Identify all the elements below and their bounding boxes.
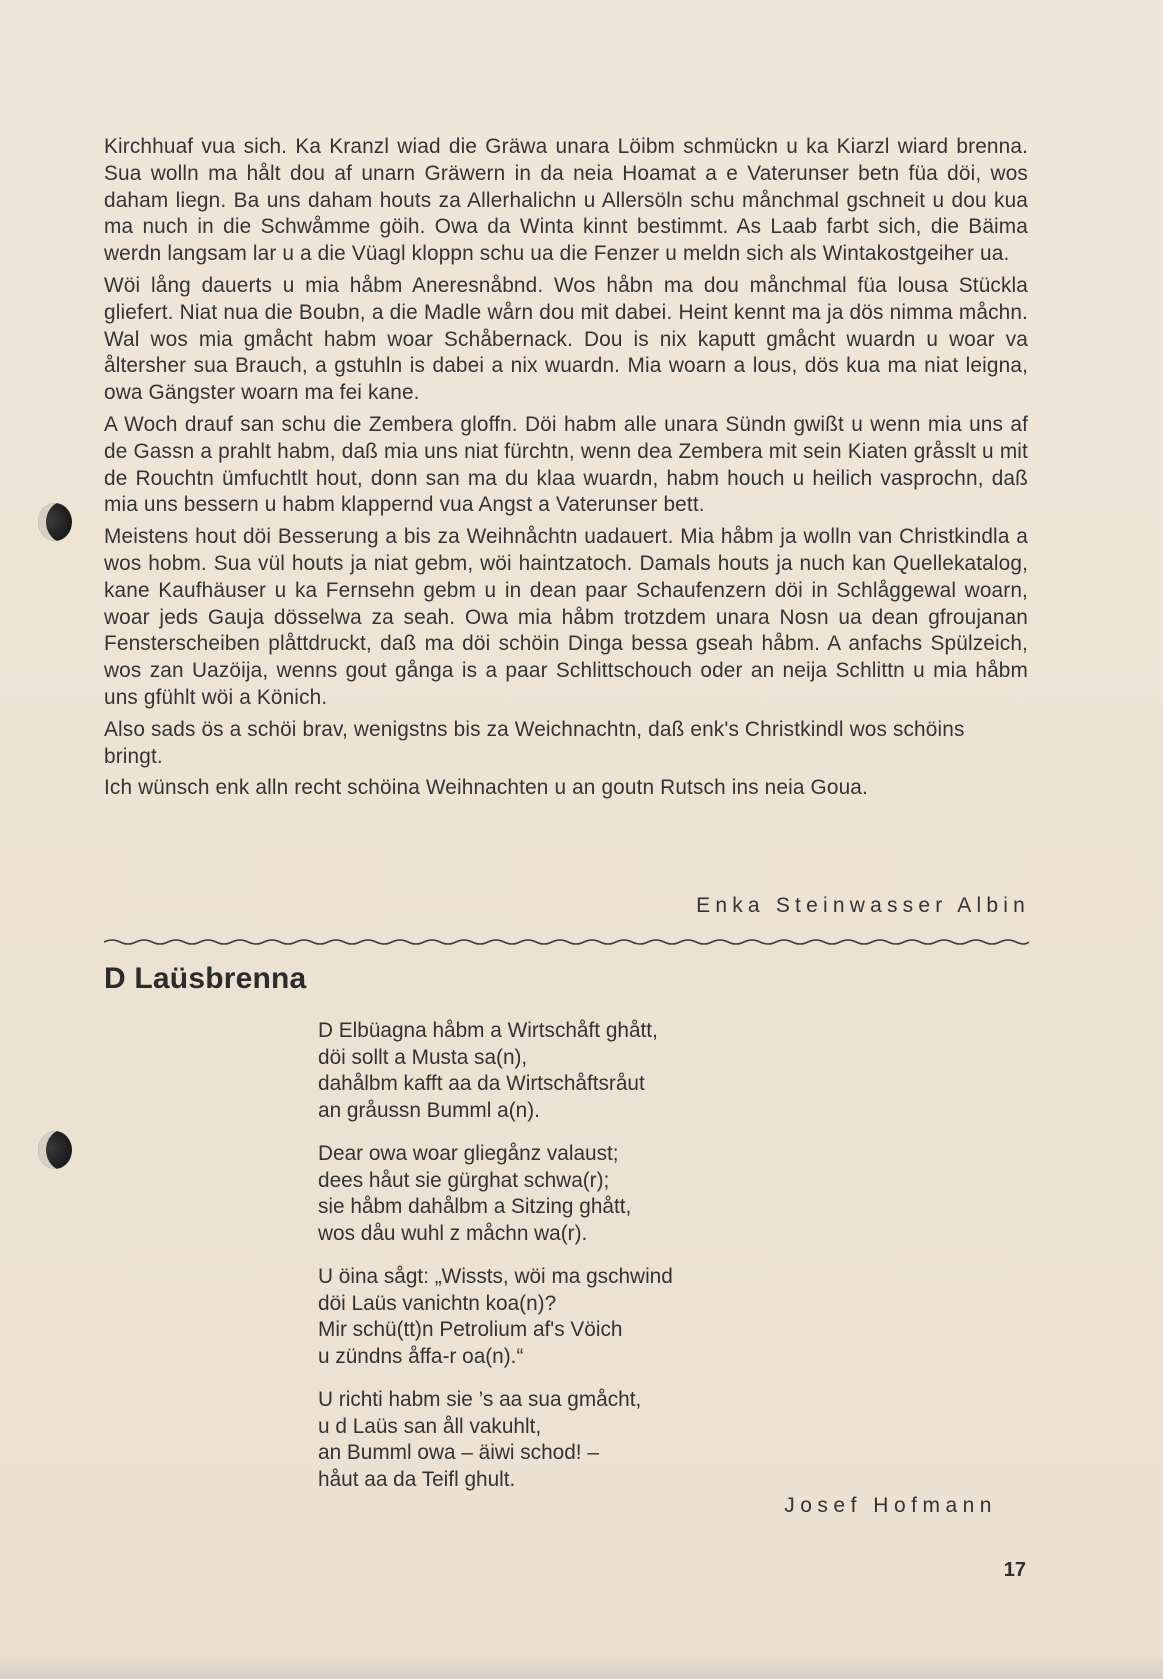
poem-line: an Bumml owa – äiwi schod! – xyxy=(318,1441,599,1464)
prose-paragraph: Also sads ös a schöi brav, wenigstns bis za Weichnachtn, daß enk's Christkindl wos schöins bringt. xyxy=(104,717,965,768)
poem-line: håut aa da Teifl ghult. xyxy=(318,1467,516,1491)
page-number: 17 xyxy=(1003,1559,1026,1581)
prose-paragraph: A Woch drauf san schu die Zembera gloffn. Döi habm alle unara Sündn gwißt u wenn mia uns af de Gassn a prahlt habm, daß mia uns niat fürchtn, wenn dea Zembera mit sein Kiaten gråsslt u mit de Rouchtn ümfuchtlt hout, donn san ma du klaa wuardn, habm houch u heilich vasprochn, daß mia uns bessern u habm klappernd vua Angst a Vaterunser bett. xyxy=(104,412,1028,517)
wavy-divider xyxy=(104,937,1029,947)
poem-stanza xyxy=(318,1141,878,1247)
prose-paragraph: Wöi lång dauerts u mia håbm Aneresnåbnd. Wos håbn ma dou månchmal füa lousa Stückla gliefert. Niat nua die Boubn, a die Madle wårn dou mit dabei. Heint kennt ma ja dös nimma måchn. Wal wos mia gmåcht habm woar Schåbernack. Dou is nix kaputt gmåcht wuardn u woar va åltersher sua Brauch, a gstuhln is dabei a nix wuardn. Mia woarn a lous, dös kua ma niat leigna, owa Gängster woarn ma fei kane. xyxy=(104,273,1028,405)
poem-line: U öina sågt: „Wissts, wöi ma gschwind xyxy=(318,1265,673,1288)
poem-line: wos dåu wuhl z måchn wa(r). xyxy=(318,1221,588,1245)
poem-line: döi sollt a Musta sa(n), xyxy=(318,1045,528,1069)
poem-line: U richti habm sie ’s aa sua gmåcht, xyxy=(318,1388,642,1411)
prose-paragraph: Meistens hout döi Besserung a bis za Weihnåchtn uadauert. Mia håbm ja wolln van Christkindla a wos hobm. Sua vül houts ja niat gebm, wöi haintzatoch. Damals houts ja nuch kan Quellekatalog, kane Kaufhäuser u ka Fernsehn gebm u in dean paar Schaufenzern döi in Schlåggewal woarn, woar jeds Gauja dösselwa za seah. Owa mia håbm trotzdem unara Nosn ua dean gfroujanan Fensterscheiben plåttdruckt, daß ma döi schöin Dinga bessa gseah håbm. A anfachs Spülzeich, wos zan Uazöija, wenns gout gånga is a paar Schlittschouch oder an neija Schlittn u mia håbm uns gfühlt wöi a Könich. xyxy=(104,525,1028,709)
prose-body xyxy=(104,134,1028,807)
poem-stanza xyxy=(318,1264,878,1370)
section-title: D Laüsbrenna xyxy=(104,962,307,995)
poem-line: dees håut sie gürghat schwa(r); xyxy=(318,1168,610,1192)
poem-line: u d Laüs san åll vakuhlt, xyxy=(318,1414,542,1438)
prose-paragraph: Kirchhuaf vua sich. Ka Kranzl wiad die Gräwa unara Löibm schmückn u ka Kiarzl wiard brenna. Sua wolln ma hålt dou af unarn Gräwern in da neia Hoamat a e Vaterunser betn füa döi, wos daham liegn. Ba uns daham houts za Allerhalichn u Allersöln schu månchmal gschneit u dou kua ma nuch in die Schwåmme göih. Owa da Winta kinnt bestimmt. As Laab farbt sich, die Bäima werdn langsam lar u a die Vüagl kloppn schu ua die Fenzer u meldn sich als Wintakostgeiher ua. xyxy=(104,135,1028,266)
prose-paragraph: Ich wünsch enk alln recht schöina Weihnachten u an goutn Rutsch ins neia Goua. xyxy=(104,776,868,800)
poem-author: Josef Hofmann xyxy=(784,1494,997,1517)
poem-line: sie håbm dahålbm a Sitzing ghått, xyxy=(318,1195,632,1218)
poem-line: u zündns åffa-r oa(n).“ xyxy=(318,1344,524,1368)
poem-stanza xyxy=(318,1018,878,1124)
poem-stanza xyxy=(318,1387,878,1493)
poem-line: Dear owa woar gliegånz valaust; xyxy=(318,1142,619,1165)
prose-signature: Enka Steinwasser Albin xyxy=(696,894,1030,917)
poem-line: Mir schü(tt)n Petrolium af's Vöich xyxy=(318,1318,623,1341)
poem-line: dahålbm kafft aa da Wirtschåftsråut xyxy=(318,1072,645,1095)
punch-hole-upper xyxy=(38,503,72,541)
punch-hole-lower xyxy=(38,1131,72,1169)
poem-line: an gråussn Bumml a(n). xyxy=(318,1098,540,1122)
poem-line: döi Laüs vanichtn koa(n)? xyxy=(318,1291,557,1315)
page-bottom-edge xyxy=(0,1657,1163,1679)
poem xyxy=(318,1018,878,1510)
poem-line: D Elbüagna håbm a Wirtschåft ghått, xyxy=(318,1019,658,1042)
